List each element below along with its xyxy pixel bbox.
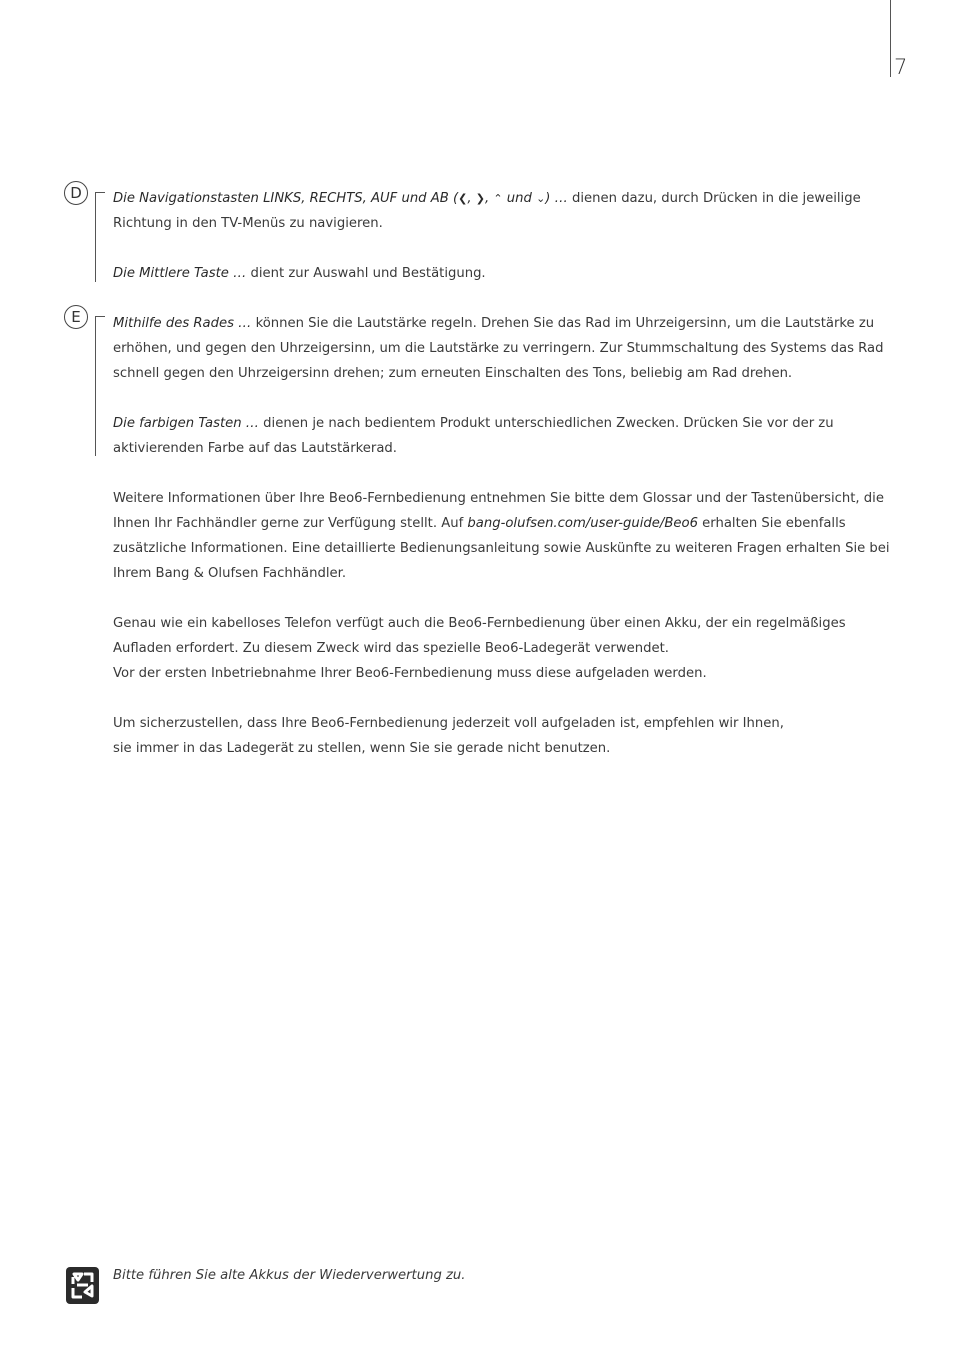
nav-sep-2: , — [484, 191, 494, 206]
wheel-lead: Mithilfe des Rades … — [113, 316, 252, 331]
center-lead: Die Mittlere Taste … — [113, 266, 247, 281]
callout-bracket-d — [95, 192, 105, 282]
charging-line-2: sie immer in das Ladegerät zu stellen, wenn Sie sie gerade nicht benutzen. — [113, 741, 611, 756]
charging-line-1: Um sicherzustellen, dass Ihre Beo6-Fernbedienung jederzeit voll aufgeladen ist, empfehlen wir Ihnen, — [113, 716, 784, 731]
paragraph-charging — [113, 711, 893, 761]
callout-bracket-e — [95, 316, 105, 456]
info-text-a: Weitere Informationen über Ihre Beo6-Fernbedienung entnehmen Sie bitte dem Glossar und der Tastenübersicht, die Ihnen Ihr Fachhändler gerne zur Verfügung stellt. Auf — [113, 491, 884, 531]
paragraph-more-info — [113, 486, 893, 586]
info-text-b: erhalten Sie ebenfalls zusätzliche Informationen. Eine detaillierte Bedienungsanleitung sowie Auskünfte zu weiteren Fragen erhalten Sie bei Ihrem Bang & Olufsen Fachhändler. — [113, 516, 890, 581]
chevron-down-icon: ⌄ — [536, 192, 546, 205]
battery-line-1: Genau wie ein kabelloses Telefon verfügt auch die Beo6-Fernbedienung über einen Akku, der ein regelmäßiges Aufladen erfordert. Zu diesem Zweck wird das spezielle Beo6-Ladegerät verwendet. — [113, 616, 846, 656]
page-edge-rule — [890, 0, 891, 77]
chevron-up-icon: ⌃ — [493, 192, 503, 205]
wheel-body: können Sie die Lautstärke regeln. Drehen Sie das Rad im Uhrzeigersinn, um die Lautstärke zu erhöhen, und gegen den Uhrzeigersinn, um die Lautstärke zu verringern. Zur Stummschaltung des Systems das Rad schnell gegen den Uhrzeigersinn drehen; zum erneuten Einschalten des Tons, beliebig am Rad drehen. — [113, 316, 884, 381]
paragraph-wheel — [113, 311, 893, 386]
callout-marker-d: D — [64, 181, 88, 205]
paragraph-battery — [113, 611, 893, 686]
paragraph-color-keys — [113, 411, 893, 461]
colors-body: dienen je nach bedientem Produkt unterschiedlichen Zwecken. Drücken Sie vor der zu aktivierenden Farbe auf das Lautstärkerad. — [113, 416, 834, 456]
nav-lead-b: ) … — [545, 191, 568, 206]
battery-line-2: Vor der ersten Inbetriebnahme Ihrer Beo6-Fernbedienung muss diese aufgeladen werden. — [113, 666, 707, 681]
paragraph-center-key — [113, 261, 893, 286]
nav-sep-1: , — [467, 191, 476, 206]
paragraph-navigation-keys — [113, 186, 893, 236]
colors-lead: Die farbigen Tasten … — [113, 416, 259, 431]
nav-body: dienen dazu, durch Drücken in die jeweilige Richtung in den TV-Menüs zu navigieren. — [113, 191, 861, 231]
recycle-icon — [65, 1266, 100, 1305]
page-number: 7 — [894, 55, 908, 79]
chevron-right-icon: ❯ — [475, 192, 485, 205]
recycling-notice: Bitte führen Sie alte Akkus der Wiederverwertung zu. — [113, 1268, 466, 1283]
nav-and: und — [502, 191, 537, 206]
callout-marker-e: E — [64, 305, 88, 329]
guide-link[interactable]: bang-olufsen.com/user-guide/Beo6 — [467, 516, 698, 531]
chevron-left-icon: ❮ — [458, 192, 468, 205]
center-body: dient zur Auswahl und Bestätigung. — [246, 266, 486, 281]
nav-lead-a: Die Navigationstasten LINKS, RECHTS, AUF und AB ( — [113, 191, 459, 206]
